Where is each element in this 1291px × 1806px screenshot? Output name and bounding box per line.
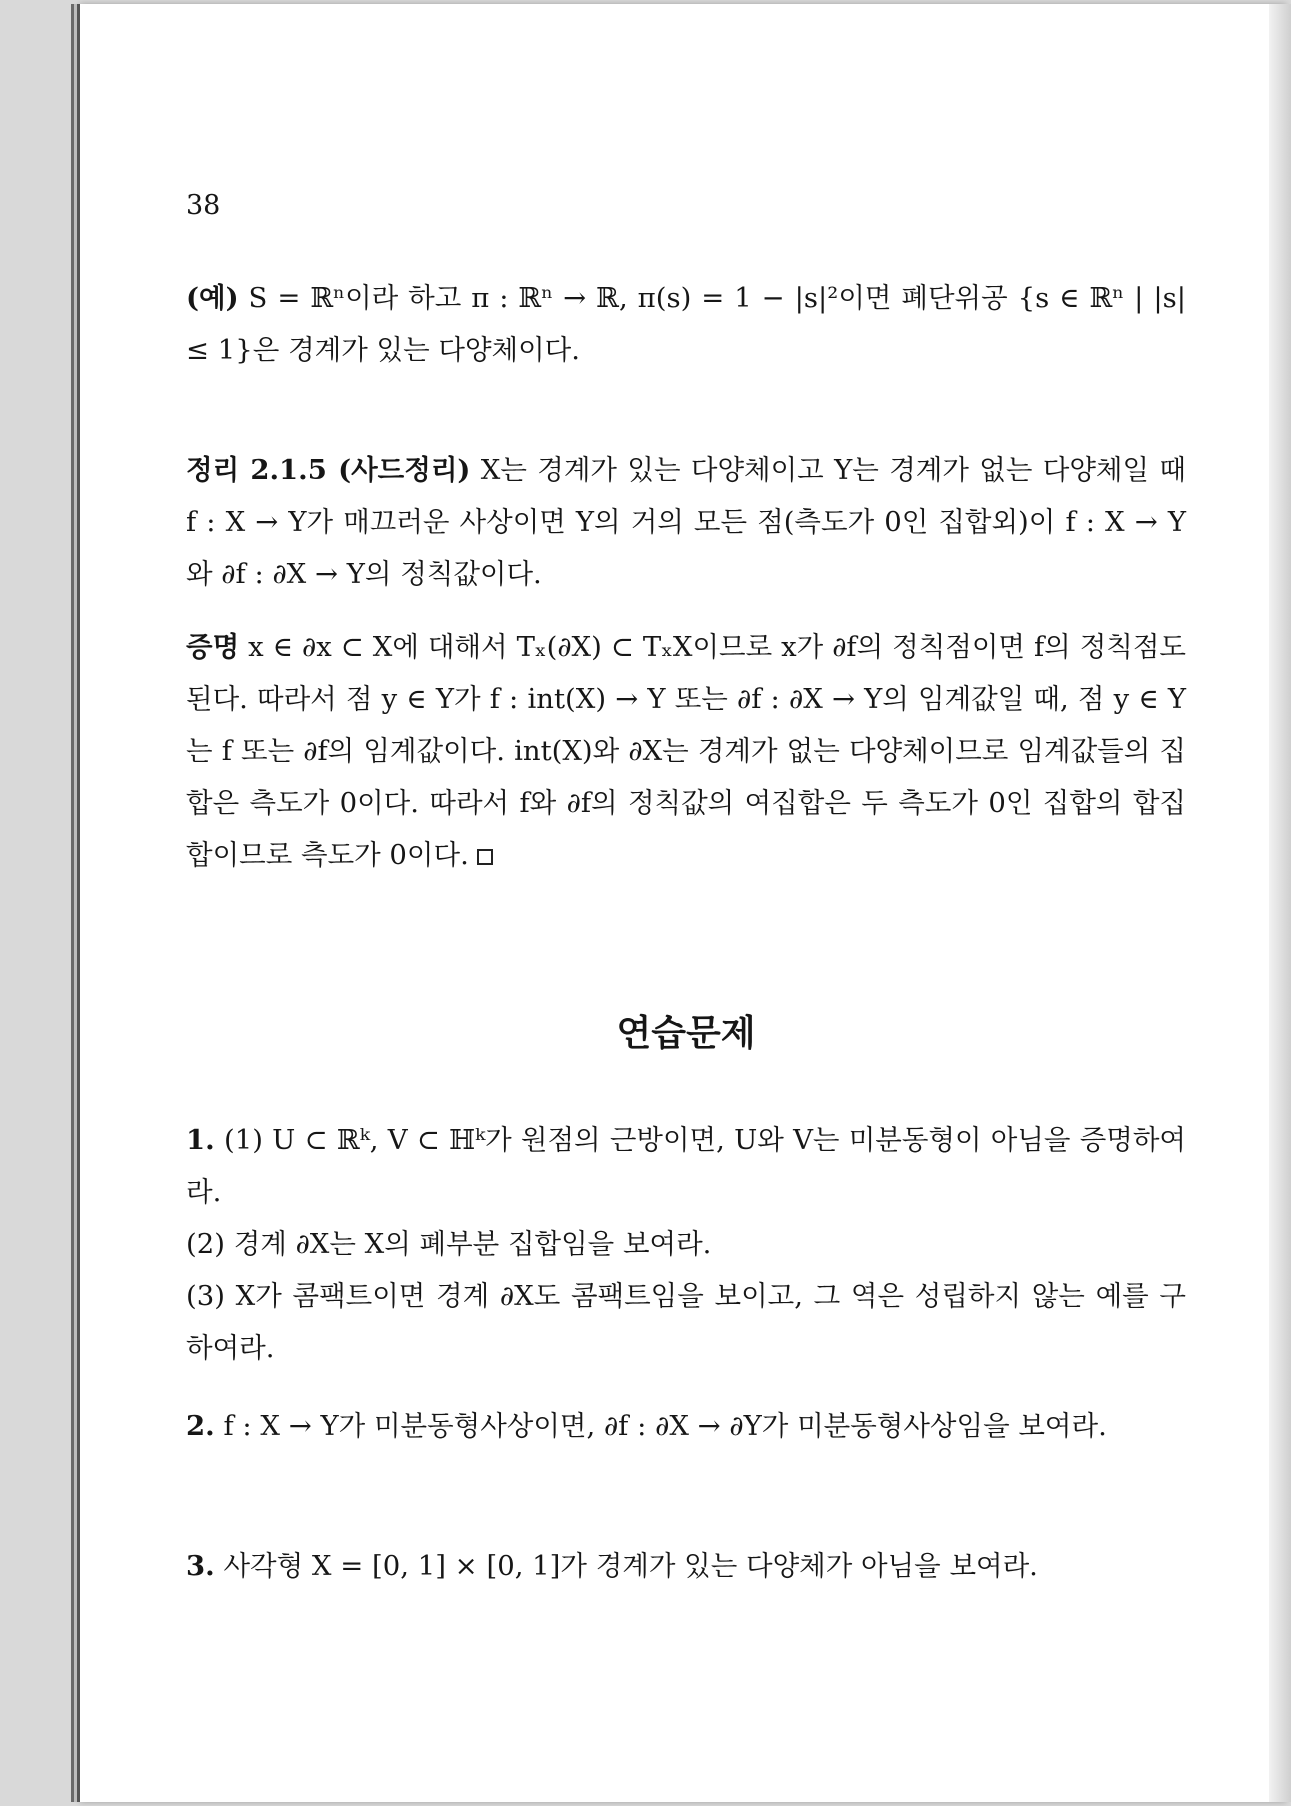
theorem-paragraph: [186, 444, 1186, 600]
theorem-lead: 정리 2.1.5 (사드정리): [186, 454, 471, 486]
exercise-3: [186, 1540, 1186, 1592]
exercise-2-text: f : X → Y가 미분동형사상이면, ∂f : ∂X → ∂Y가 미분동형사상임을 보여라.: [223, 1410, 1107, 1442]
example-paragraph: [186, 272, 1186, 376]
exercise-1-part-2: (2) 경계 ∂X는 X의 폐부분 집합임을 보여라.: [186, 1228, 712, 1260]
proof-lead: 증명: [186, 631, 240, 663]
exercise-1: [186, 1114, 1186, 1374]
exercise-2: [186, 1400, 1186, 1452]
proof-paragraph: [186, 621, 1186, 881]
exercise-1-number: 1.: [186, 1124, 215, 1156]
proof-text: x ∈ ∂x ⊂ X에 대해서 Tₓ(∂X) ⊂ TₓX이므로 x가 ∂f의 정칙점이면 f의 정칙점도 된다. 따라서 점 y ∈ Y가 f : int(X) → Y 또는 ∂f : ∂X → Y의 임계값일 때, 점 y ∈ Y는 f 또는 ∂f의 임계값이다. int(X)와 ∂X는 경계가 없는 다양체이므로 임계값들의 집합은 측도가 0이다. 따라서 f와 ∂f의 정칙값의 여집합은 두 측도가 0인 집합의 합집합이므로 측도가 0이다.: [186, 631, 1186, 871]
section-title: 연습문제: [616, 1012, 756, 1054]
exercise-3-text: 사각형 X = [0, 1] × [0, 1]가 경계가 있는 다양체가 아님을 보여라.: [223, 1550, 1038, 1582]
exercise-1-part-1: (1) U ⊂ ℝᵏ, V ⊂ ℍᵏ가 원점의 근방이면, U와 V는 미분동형이 아님을 증명하여라.: [186, 1124, 1186, 1208]
theorem-text: X는 경계가 있는 다양체이고 Y는 경계가 없는 다양체일 때 f : X → Y가 매끄러운 사상이면 Y의 거의 모든 점(측도가 0인 집합외)이 f : X → Y와 ∂f : ∂X → Y의 정칙값이다.: [186, 454, 1186, 590]
qed-square-icon: [477, 849, 493, 865]
page-number: 38: [186, 190, 221, 221]
example-text: S = ℝⁿ이라 하고 π : ℝⁿ → ℝ, π(s) = 1 − |s|²이면 폐단위공 {s ∈ ℝⁿ | |s| ≤ 1}은 경계가 있는 다양체이다.: [186, 282, 1186, 366]
page-edge: [1269, 4, 1291, 1802]
exercise-3-number: 3.: [186, 1550, 215, 1582]
exercise-1-part-3: (3) X가 콤팩트이면 경계 ∂X도 콤팩트임을 보이고, 그 역은 성립하지 않는 예를 구하여라.: [186, 1280, 1186, 1364]
example-lead: (예): [186, 282, 239, 314]
exercise-2-number: 2.: [186, 1410, 215, 1442]
